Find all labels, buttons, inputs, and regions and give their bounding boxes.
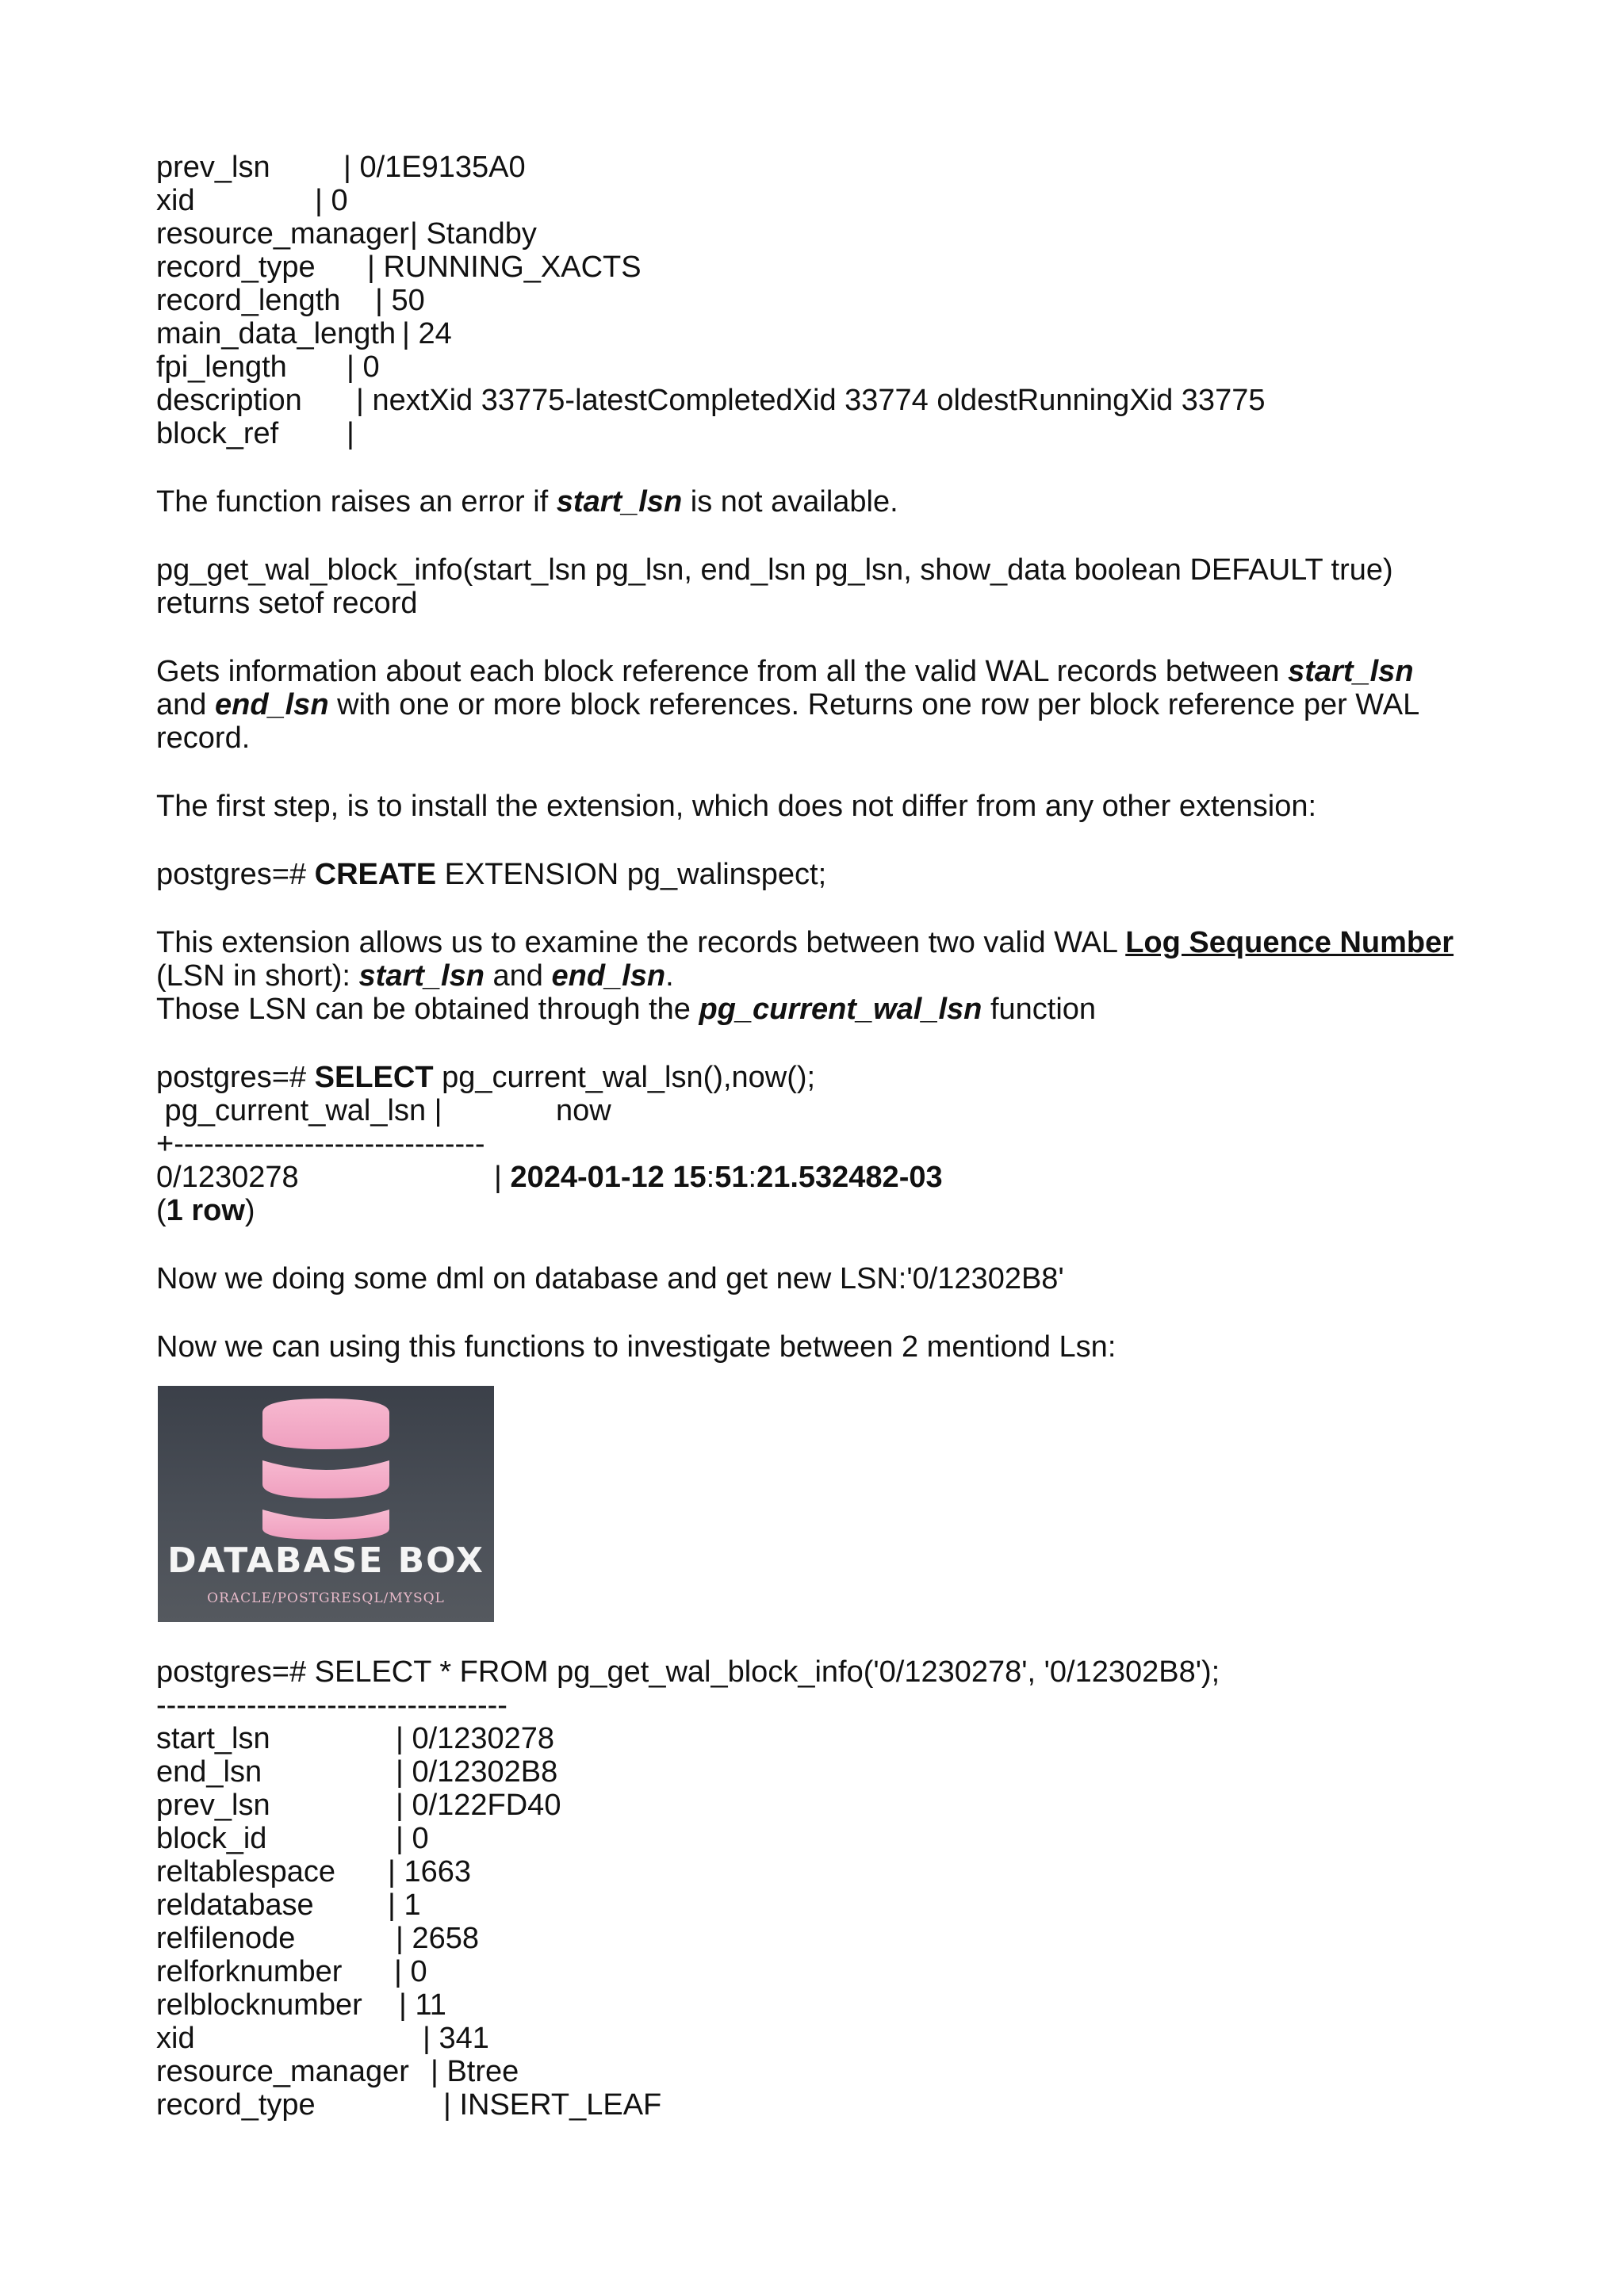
field-name: block_ref — [156, 417, 279, 450]
field-value: | nextXid 33775-latestCompletedXid 33774 oldestRunningXid 33775 — [356, 384, 1265, 417]
field-name: resource_manager — [156, 2055, 409, 2088]
function-description: Gets information about each block reference from all the valid WAL records between start_lsn and end_lsn with one or more block references. Returns one row per block reference per WAL record. — [156, 655, 1419, 755]
field-value: | 0/12302B8 — [396, 1755, 557, 1789]
record-row — [156, 217, 1488, 251]
field-value: | Standby — [410, 217, 537, 251]
record-row — [156, 2088, 1488, 2122]
field-value: | 11 — [399, 1988, 446, 2022]
create-extension-command: postgres=# CREATE EXTENSION pg_walinspect; — [156, 858, 827, 891]
field-value: | RUNNING_XACTS — [367, 251, 642, 284]
logo-subtitle: ORACLE/POSTGRESQL/MYSQL — [207, 1590, 445, 1606]
field-value: | 0 — [347, 350, 380, 384]
field-name: reldatabase — [156, 1888, 314, 1922]
field-name: reltablespace — [156, 1855, 336, 1888]
field-name: prev_lsn — [156, 1789, 270, 1822]
field-name: description — [156, 384, 302, 417]
field-name: xid — [156, 2022, 195, 2055]
field-value: | 1663 — [388, 1855, 471, 1888]
lsn-link[interactable]: Log Sequence Number — [1125, 926, 1454, 959]
record-row — [156, 1755, 1488, 1789]
field-value: | 0/1230278 — [396, 1722, 554, 1755]
field-name: fpi_length — [156, 350, 287, 384]
install-intro: The first step, is to install the extension, which does not differ from any other extension: — [156, 790, 1317, 823]
field-name: relfilenode — [156, 1922, 296, 1955]
record-row — [156, 1922, 1488, 1955]
field-name: main_data_length — [156, 317, 396, 350]
result-separator: +------------------------------- — [156, 1127, 485, 1161]
select-command: postgres=# SELECT pg_current_wal_lsn(),now(); — [156, 1061, 816, 1094]
record-row — [156, 1855, 1488, 1888]
field-value: | 0 — [315, 184, 348, 217]
record-row — [156, 1988, 1488, 2022]
error-note: The function raises an error if start_lsn is not available. — [156, 485, 898, 519]
field-name: prev_lsn — [156, 151, 270, 184]
field-value: | 2658 — [396, 1922, 479, 1955]
function-signature: pg_get_wal_block_info(start_lsn pg_lsn, end_lsn pg_lsn, show_data boolean DEFAULT true) returns setof record — [156, 553, 1393, 620]
field-name: relblocknumber — [156, 1988, 362, 2022]
field-value: | 50 — [375, 284, 425, 317]
document-page — [156, 151, 1488, 2122]
record-row — [156, 284, 1488, 317]
wal-block-output — [156, 1722, 1488, 2122]
record-row — [156, 2022, 1488, 2055]
record-row — [156, 1822, 1488, 1855]
field-name: relforknumber — [156, 1955, 343, 1988]
field-name: record_type — [156, 251, 316, 284]
field-name: block_id — [156, 1822, 267, 1855]
field-value: | 1 — [388, 1888, 421, 1922]
record-row — [156, 1888, 1488, 1922]
field-value: | 341 — [423, 2022, 489, 2055]
field-value: | Btree — [431, 2055, 519, 2088]
record-row — [156, 317, 1488, 350]
result-row-count: (1 row) — [156, 1194, 255, 1227]
field-value: | 0/1E9135A0 — [343, 151, 526, 184]
record-row — [156, 350, 1488, 384]
record-row — [156, 1955, 1488, 1988]
record-row — [156, 184, 1488, 217]
field-name: record_type — [156, 2088, 316, 2122]
record-row — [156, 251, 1488, 284]
field-name: xid — [156, 184, 195, 217]
field-name: end_lsn — [156, 1755, 262, 1789]
database-stack-icon — [158, 1386, 494, 1622]
wal-record-output-1 — [156, 151, 1488, 450]
record-row — [156, 1789, 1488, 1822]
block-info-separator: ----------------------------------- — [156, 1689, 508, 1722]
param-start-lsn: start_lsn — [556, 485, 683, 519]
investigate-note: Now we can using this functions to investigate between 2 mentiond Lsn: — [156, 1330, 1116, 1364]
field-value: | 24 — [402, 317, 452, 350]
query-result — [156, 1094, 1488, 1227]
record-row — [156, 2055, 1488, 2088]
record-row — [156, 1722, 1488, 1755]
database-box-logo — [158, 1386, 494, 1622]
logo-title: DATABASE BOX — [167, 1540, 485, 1581]
lsn-explanation: This extension allows us to examine the records between two valid WAL Log Sequence Number (LSN in short): start_lsn and end_lsn. Those LSN can be obtained through the pg_current_wal_lsn function — [156, 926, 1454, 1026]
field-name: start_lsn — [156, 1722, 270, 1755]
result-header: pg_current_wal_lsn | now — [156, 1094, 611, 1127]
field-value — [347, 417, 354, 450]
field-value: | 0 — [396, 1822, 429, 1855]
block-info-command: postgres=# SELECT * FROM pg_get_wal_block_info('0/1230278', '0/12302B8'); — [156, 1655, 1220, 1689]
field-name: record_length — [156, 284, 341, 317]
record-row — [156, 151, 1488, 184]
field-value: | 0 — [394, 1955, 427, 1988]
record-row — [156, 384, 1488, 417]
field-value: | INSERT_LEAF — [443, 2088, 661, 2122]
dml-note: Now we doing some dml on database and get new LSN:'0/12302B8' — [156, 1262, 1064, 1295]
record-row — [156, 417, 1488, 450]
field-name: resource_manager — [156, 217, 409, 251]
result-row: 0/1230278 | 2024-01-12 15:51:21.532482-03 — [156, 1161, 943, 1194]
field-value: | 0/122FD40 — [396, 1789, 561, 1822]
